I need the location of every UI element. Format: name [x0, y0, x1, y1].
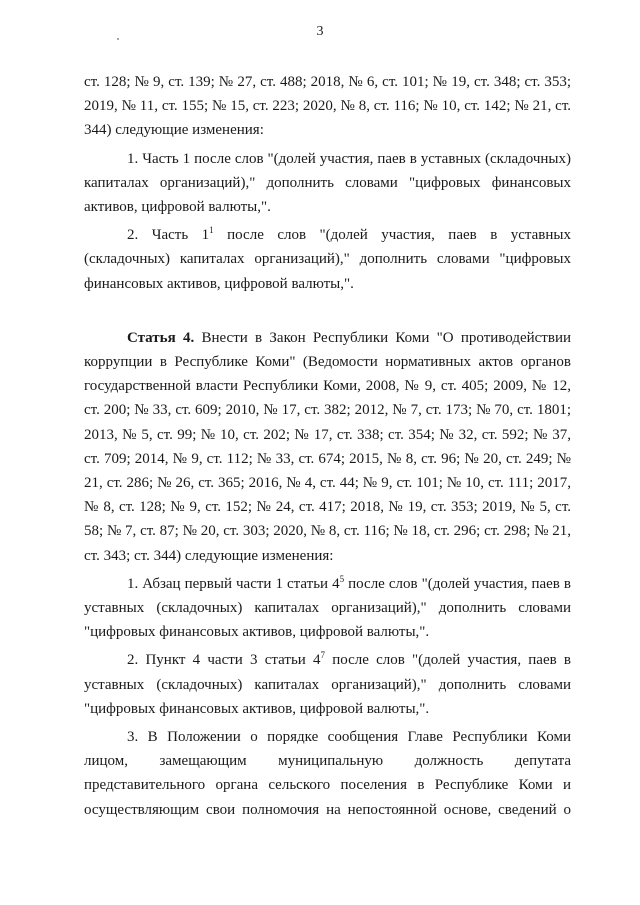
- superscript: 5: [339, 573, 345, 584]
- paragraph-item-2: 2. Часть $1^1$ после слов "(долей участия, паев в уставных (складочных) капиталах организаций)," дополнить словами "цифровых финансовых активов, цифровой валюты,".: [84, 225, 571, 292]
- paragraph-item-1: 1. Часть 1 после слов "(долей участия, паев в уставных (складочных) капиталах организаций)," дополнить словами "цифровых финансовых активов, цифровой валюты,".: [84, 150, 571, 216]
- page-number: 3: [316, 24, 324, 39]
- article-4-item-1: 1. Абзац первый части 1 статьи $4^5$ после слов "(долей участия, паев в уставных (складочных) капиталах организаций)," дополнить словами "цифровых финансовых активов, цифровой валюты,".: [84, 573, 571, 641]
- article-heading: Статья 4.: [127, 329, 195, 346]
- paragraph-continuation: ст. 128; № 9, ст. 139; № 27, ст. 488; 2018, № 6, ст. 101; № 19, ст. 348; ст. 353; 2019, № 11, ст. 155; № 15, ст. 223; 2020, № 8, ст. 116; № 10, ст. 142; № 21, ст. 344) следующие изменения:: [84, 74, 571, 139]
- article-4-item-2: 2. Пункт 4 части 3 статьи $4^7$ после слов "(долей участия, паев в уставных (складочных) капиталах организаций)," дополнить словами "цифровых финансовых активов, цифровой валюты,".: [84, 650, 571, 717]
- scan-speck: [117, 38, 119, 40]
- superscript: 1: [209, 225, 214, 236]
- article-4-item-3: 3. В Положении о порядке сообщения Главе Республики Коми лицом, замещающим муниципальную должность депутата представительного органа сельского поселения в Республике Коми и осуществляющим свои полномочия на непостоянной основе, сведений о: [84, 729, 571, 818]
- document-body: [84, 70, 571, 822]
- article-4-paragraph: Статья 4. Внести в Закон Республики Коми "О противодействии коррупции в Республике Коми" (Ведомости нормативных актов органов государственной власти Республики Коми, 2008, № 9, ст. 405; 2009, № 12, ст. 200; № 33, ст. 609; 2010, № 17, ст. 382; 2012, № 7, ст. 173; № 70, ст. 1801; 2013, № 5, ст. 99; № 10, ст. 202; № 17, ст. 338; ст. 354; № 32, ст. 592; № 37, ст. 709; 2014, № 9, ст. 112; № 33, ст. 674; 2015, № 8, ст. 96; № 20, ст. 249; № 21, ст. 286; № 26, ст. 365; 2016, № 4, ст. 44; № 9, ст. 101; № 10, ст. 111; 2017, № 8, ст. 128; № 9, ст. 152; № 24, ст. 417; 2018, № 19, ст. 353; 2019, № 5, ст. 58; № 7, ст. 87; № 20, ст. 303; 2020, № 8, ст. 116; № 18, ст. 296; ст. 298; № 21, ст. 343; ст. 344) следующие изменения:: [84, 329, 572, 564]
- superscript: 7: [320, 650, 326, 661]
